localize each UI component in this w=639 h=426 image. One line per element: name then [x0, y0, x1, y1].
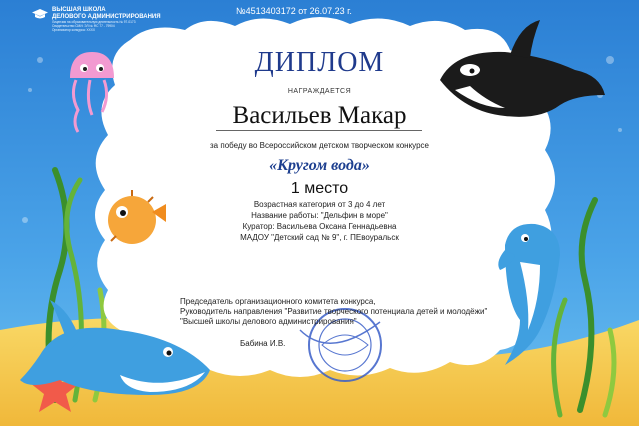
signature-line-1: Председатель организационного комитета конкурса,: [180, 297, 376, 306]
detail-work-title: Название работы: "Дельфин в море": [251, 211, 388, 220]
detail-institution: МАДОУ "Детский сад № 9", г. ПЕвоуральск: [240, 233, 399, 242]
awarded-label: НАГРАЖДАЕТСЯ: [287, 88, 352, 95]
award-reason: за победу во Всероссийском детском творческом конкурсе: [210, 141, 429, 150]
name-underline: [216, 130, 422, 131]
org-license-text: Лицензия на образовательную деятельность № 97-0173 Свидетельство СМИ: ЭЛ № ФС 77 - 79904 Организатор конкурса: ХХХХ: [52, 20, 136, 32]
diploma-title: ДИПЛОМ: [254, 47, 385, 78]
signature-line-2: Руководитель направления "Развитие творческого потенциала детей и молодёжи": [180, 307, 488, 316]
contest-name: «Кругом вода»: [269, 157, 370, 174]
signer-name: Бабина И.В.: [240, 339, 286, 348]
org-name: ВЫСШАЯ ШКОЛА ДЕЛОВОГО АДМИНИСТРИРОВАНИЯ: [52, 7, 161, 20]
place-result: 1 место: [290, 180, 349, 197]
diploma-number: №4513403172 от 26.07.23 г.: [236, 6, 352, 16]
detail-age-category: Возрастная категория от 3 до 4 лет: [253, 200, 386, 209]
recipient-name: Васильев Макар: [232, 102, 407, 129]
detail-curator: Куратор: Васильева Оксана Геннадьевна: [242, 222, 397, 231]
graduation-cap-icon: [32, 8, 48, 20]
org-logo: [32, 6, 182, 36]
signature-line-3: "Высшей школы делового администрирования": [180, 317, 357, 326]
